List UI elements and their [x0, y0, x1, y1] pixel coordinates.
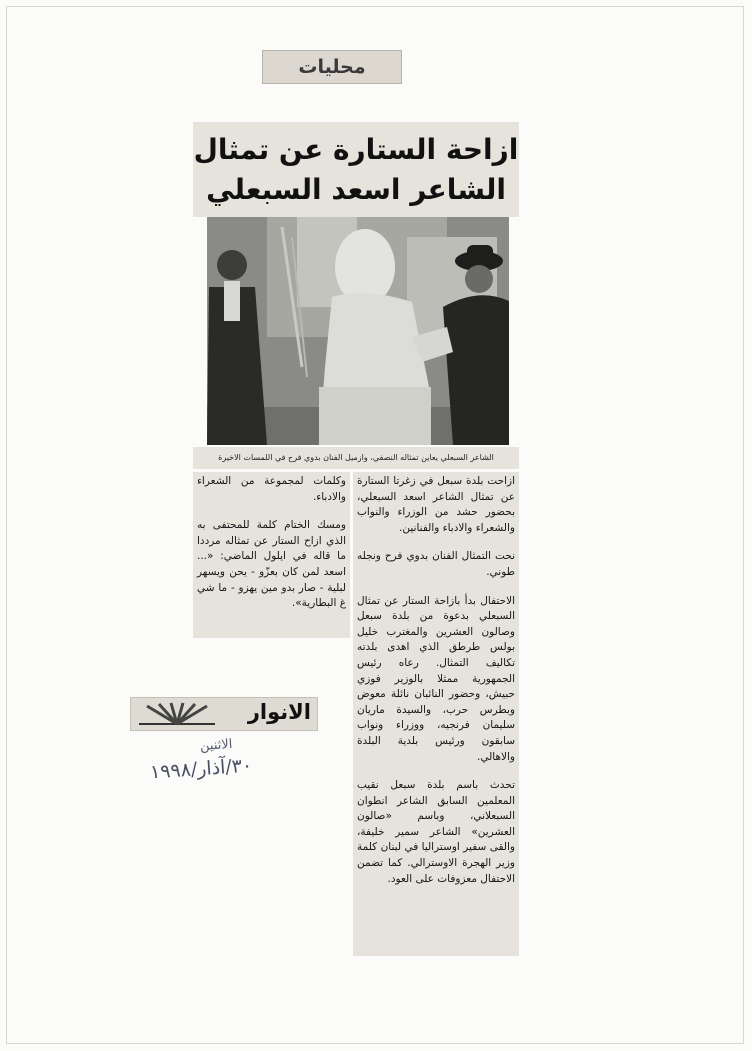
- headline-line-2: الشاعر اسعد السبعلي: [206, 173, 506, 206]
- article-photo: [207, 217, 509, 445]
- headline-line-1: ازاحة الستارة عن تمثال: [193, 133, 519, 166]
- handwritten-day: الاثنين: [199, 736, 233, 755]
- masthead-name: الانوار: [247, 700, 311, 724]
- paragraph: نحت التمثال الفنان بدوي فرح ونجله طوني.: [357, 550, 515, 578]
- article-column-left: [193, 472, 350, 638]
- sunburst-logo-icon: [137, 702, 217, 726]
- paragraph: وكلمات لمجموعة من الشعراء والادباء.: [197, 475, 346, 503]
- newspaper-masthead: [130, 697, 318, 731]
- section-tag-label: محليات: [298, 56, 366, 78]
- paragraph: تحدث باسم بلدة سبعل نقيب المعلمين السابق الشاعر انطوان السبعلاني، وباسم «صالون العشرين» الشاعر سمير خليفة، والقى سفير اوستراليا في لبنان كلمة وزير الهجرة الاوسترالي. كما تضمن الاحتفال معزوفات على العود.: [357, 779, 515, 885]
- paragraph: ومسك الختام كلمة للمحتفى به الذي ازاح الستار عن تمثاله مرددا ما قاله في ايلول الماضي: «... اسعد لمن كان بعزّو - يحن ويسهر لبلية - صار بدو مين يهزو - ما شي غ البطارية».: [197, 519, 346, 610]
- section-tag: [262, 50, 402, 84]
- photo-caption: الشاعر السبعلي يعاين تمثاله النصفي، وازميل الفنان بدوي فرح في اللمسات الاخيرة: [193, 447, 519, 469]
- handwritten-date: ٣٠/آذار/١٩٩٨: [149, 754, 253, 784]
- headline: [193, 122, 519, 210]
- paragraph: الاحتفال بدأ بازاحة الستار عن تمثال السبعلي بدعوة من بلدة سبعل وصالون العشرين والمغترب خليل بولس طرطق الذي اهدى بلدته تكاليف التمثال. رعاه رئيس الجمهورية ممثلا بالوزير فوزي حبيش، وحضور النائبان نائلة معوض وبطرس حرب، والسيدة ماريان سليمان فرنجيه، ووزراء ونواب سابقون ورئيس بلدية البلدة والاهالي.: [357, 594, 515, 763]
- article-column-right: [353, 472, 519, 956]
- paragraph: ازاحت بلدة سبعل في زغرتا الستارة عن تمثال الشاعر اسعد السبعلي، بحضور حشد من الوزراء والنواب والشعراء والادباء والفنانين.: [357, 475, 515, 534]
- headline-clipping: [193, 122, 519, 217]
